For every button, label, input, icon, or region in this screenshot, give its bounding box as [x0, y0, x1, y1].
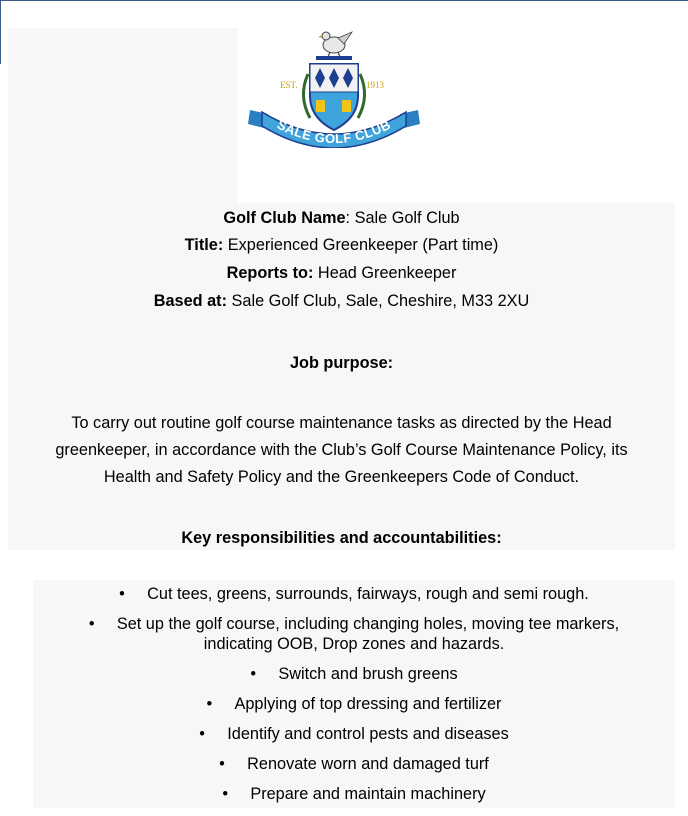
list-item: • Identify and control pests and diseases	[199, 725, 509, 743]
details-shading	[8, 203, 675, 550]
svg-text:1913: 1913	[366, 80, 384, 90]
responsibilities-list	[33, 584, 675, 814]
sale-golf-club-logo	[246, 26, 422, 148]
bullet-icon: •	[206, 695, 213, 713]
shield-icon	[310, 64, 358, 130]
club-name-line	[8, 209, 675, 228]
page-left-border	[0, 0, 1, 64]
list-item: • Renovate worn and damaged turf	[219, 755, 489, 773]
reports-to-label: Reports to:	[226, 264, 314, 282]
job-purpose-line-3: Health and Safety Policy and the Greenkeepers Code of Conduct.	[103, 468, 580, 486]
page-top-border	[0, 0, 688, 1]
club-name-value: : Sale Golf Club	[345, 209, 460, 227]
based-at-line	[8, 292, 675, 311]
bullet-icon: •	[199, 725, 205, 743]
bullet-icon: •	[222, 785, 229, 803]
reports-to-line	[8, 264, 675, 283]
svg-text:SALE GOLF CLUB: SALE GOLF CLUB	[274, 116, 394, 147]
svg-text:EST.: EST.	[280, 80, 298, 90]
reports-to-value: Head Greenkeeper	[313, 264, 457, 282]
bullet-icon: •	[119, 585, 125, 603]
list-item: • Prepare and maintain machinery	[222, 785, 486, 803]
job-purpose-heading: Job purpose:	[289, 354, 394, 372]
header-shading	[8, 28, 238, 203]
job-purpose-paragraph	[8, 410, 675, 491]
based-at-label: Based at:	[153, 292, 228, 310]
list-item: • Cut tees, greens, surrounds, fairways, rough and semi rough.	[119, 585, 589, 603]
list-item: • Switch and brush greens	[250, 665, 458, 683]
title-value: Experienced Greenkeeper (Part time)	[223, 236, 499, 254]
bullet-icon: •	[219, 755, 225, 773]
job-purpose-line-1: To carry out routine golf course maintenance tasks as directed by the Head	[71, 414, 612, 432]
job-purpose-line-2: greenkeeper, in accordance with the Club’s Golf Course Maintenance Policy, its	[55, 441, 628, 459]
title-line	[8, 236, 675, 255]
list-item: • Applying of top dressing and fertilizer	[206, 695, 502, 713]
bullet-icon: •	[250, 665, 257, 683]
based-at-value: Sale Golf Club, Sale, Cheshire, M33 2XU	[227, 292, 530, 310]
responsibilities-heading: Key responsibilities and accountabilities:	[181, 529, 502, 547]
bird-crest-icon	[316, 32, 352, 60]
title-label: Title:	[184, 236, 224, 254]
bullet-icon: •	[88, 615, 95, 633]
list-item: • Set up the golf course, including changing holes, moving tee markers, indicating OOB, Drop zones and hazards.	[88, 615, 620, 653]
club-name-label: Golf Club Name	[223, 209, 346, 227]
